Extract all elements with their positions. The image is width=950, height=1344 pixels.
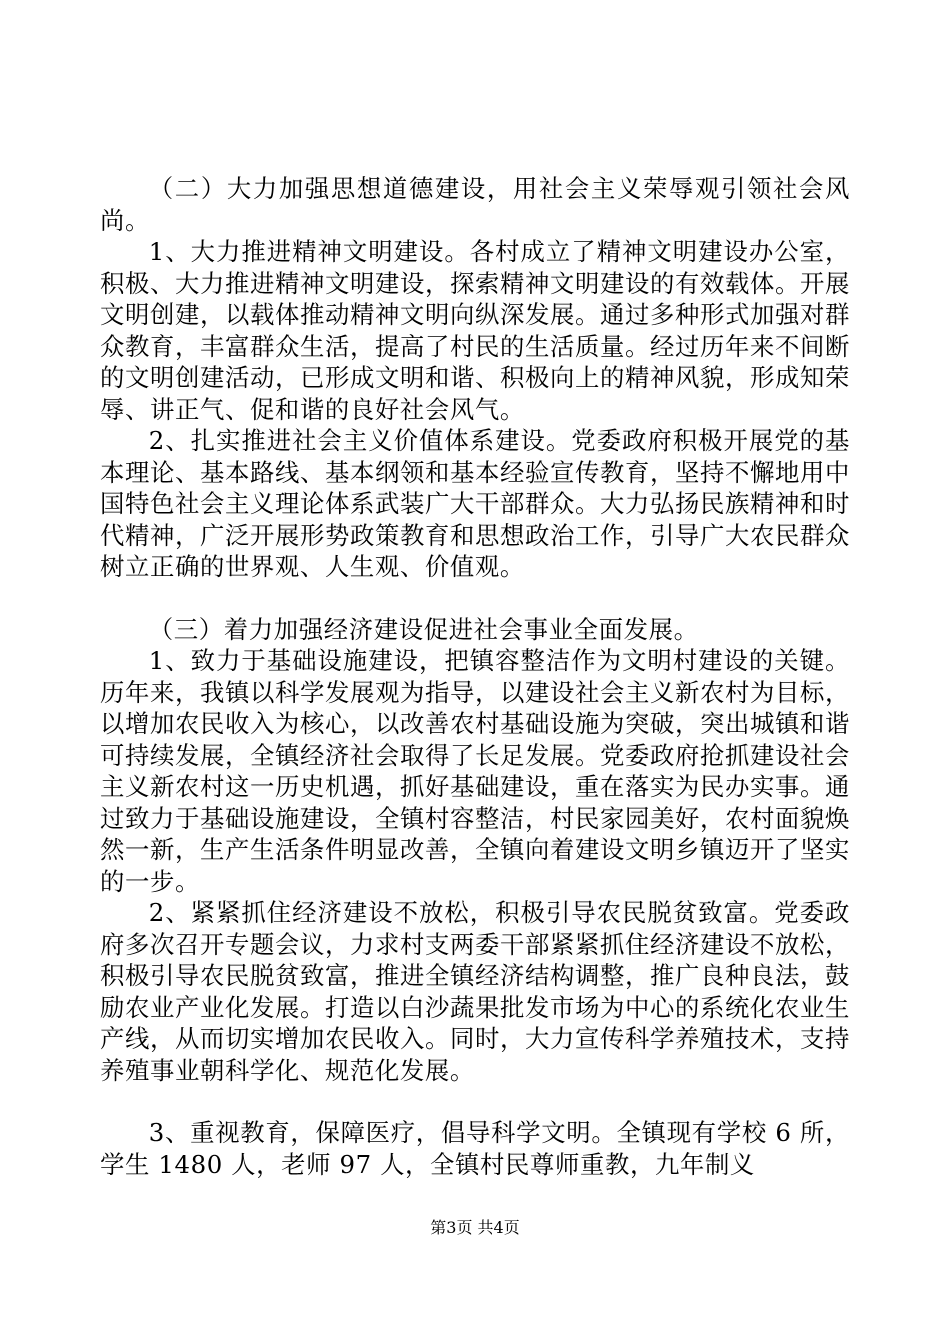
page-footer: 第3页 共4页	[430, 1218, 520, 1237]
document-body	[100, 173, 850, 1180]
paragraph-gap	[100, 583, 850, 614]
paragraph-spiritual-civilization: 1、大力推进精神文明建设。各村成立了精神文明建设办公室，积极、大力推进精神文明建设，探索精神文明建设的有效载体。开展文明创建，以载体推动精神文明向纵深发展。通过多种形式加强对群众教育，丰富群众生活，提高了村民的生活质量。经过历年来不间断的文明创建活动，已形成文明和谐、积极向上的精神风貌，形成知荣辱、讲正气、促和谐的良好社会风气。	[100, 237, 850, 424]
section-heading-2: （二）大力加强思想道德建设，用社会主义荣辱观引领社会风尚。	[100, 174, 850, 235]
paragraph-value-system: 2、扎实推进社会主义价值体系建设。党委政府积极开展党的基本理论、基本路线、基本纲领和基本经验宣传教育，坚持不懈地用中国特色社会主义理论体系武装广大干部群众。大力弘扬民族精神和时代精神，广泛开展形势政策教育和思想政治工作，引导广大农民群众树立正确的世界观、人生观、价值观。	[100, 426, 850, 581]
paragraph-gap	[100, 1086, 850, 1117]
paragraph-economic-construction: 2、紧紧抓住经济建设不放松，积极引导农民脱贫致富。党委政府多次召开专题会议，力求村支两委干部紧紧抓住经济建设不放松，积极引导农民脱贫致富，推进全镇经济结构调整，推广良种良法，鼓励农业产业化发展。打造以白沙蔬果批发市场为中心的系统化农业生产线，从而切实增加农民收入。同时，大力宣传科学养殖技术，支持养殖事业朝科学化、规范化发展。	[100, 898, 850, 1085]
paragraph-infrastructure: 1、致力于基础设施建设，把镇容整洁作为文明村建设的关键。历年来，我镇以科学发展观为指导，以建设社会主义新农村为目标，以增加农民收入为核心，以改善农村基础设施为突破，突出城镇和谐可持续发展，全镇经济社会取得了长足发展。党委政府抢抓建设社会主义新农村这一历史机遇，抓好基础建设，重在落实为民办实事。通过致力于基础设施建设，全镇村容整洁，村民家园美好，农村面貌焕然一新，生产生活条件明显改善，全镇向着建设文明乡镇迈开了坚实的一步。	[100, 646, 850, 896]
section-heading-3: （三）着力加强经济建设促进社会事业全面发展。	[148, 614, 699, 644]
paragraph-education: 3、重视教育，保障医疗，倡导科学文明。全镇现有学校 6 所，学生 1480 人，老师 97 人，全镇村民尊师重教，九年制义	[100, 1118, 850, 1179]
